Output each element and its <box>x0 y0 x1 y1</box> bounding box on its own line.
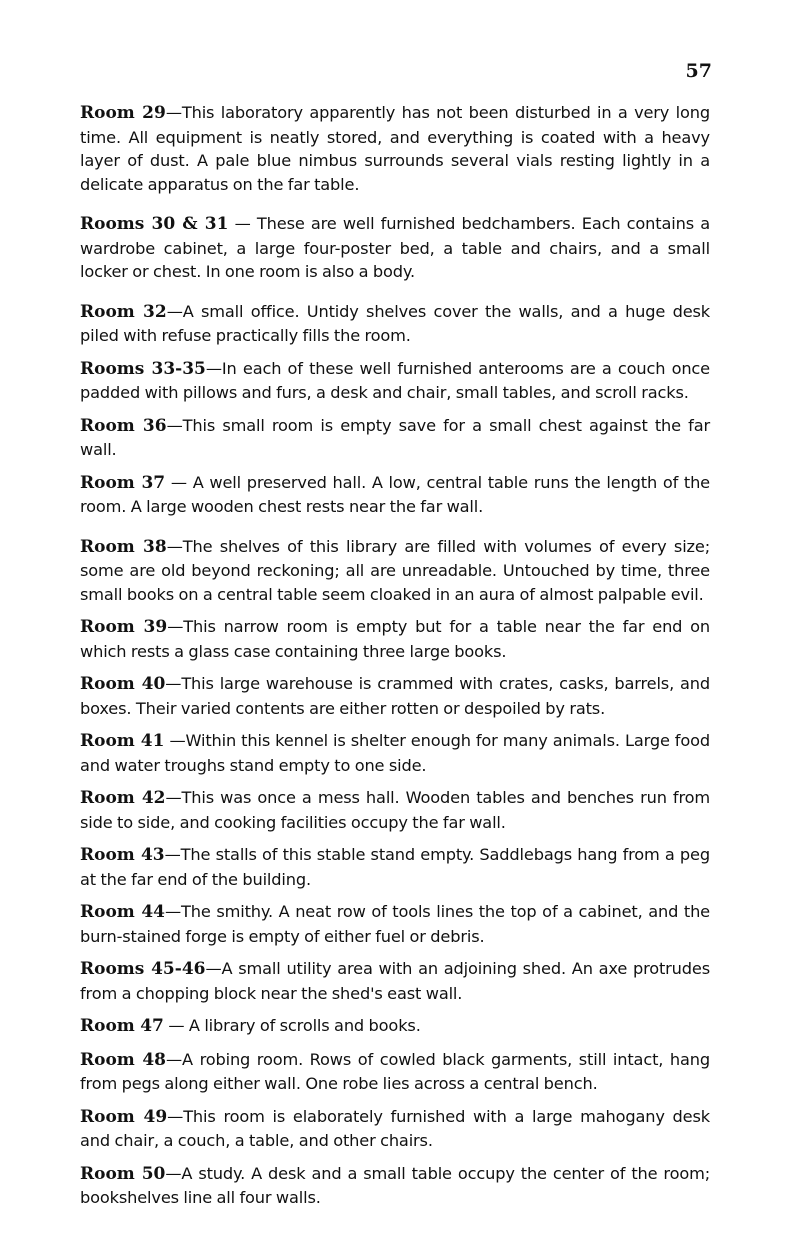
room-label: Room 50 <box>80 1163 166 1184</box>
room-label: Rooms 30 & 31 <box>80 214 229 234</box>
room-description: —The smithy. A neat row of tools lines the top of a cabinet, and the burn-stained forge is empty of either fuel or debris. <box>80 902 710 946</box>
room-label: Room 47 <box>80 1016 164 1036</box>
room-entry <box>80 957 710 1005</box>
room-entry <box>80 471 710 519</box>
room-entry <box>80 786 710 834</box>
room-entry <box>80 1162 710 1210</box>
room-entry <box>80 300 710 348</box>
room-entry <box>80 212 710 284</box>
room-label: Room 48 <box>80 1049 166 1070</box>
room-description: —Within this kennel is shelter enough for many animals. Large food and water troughs stand empty to one side. <box>80 731 710 775</box>
room-entry <box>80 729 710 777</box>
room-description: —This narrow room is empty but for a table near the far end on which rests a glass case containing three large books. <box>80 617 711 661</box>
room-entry <box>80 535 710 607</box>
room-description: —A study. A desk and a small table occupy the center of the room; bookshelves line all four walls. <box>80 1163 711 1207</box>
room-entry <box>80 357 710 405</box>
room-label: Room 38 <box>80 536 167 557</box>
room-label: Room 36 <box>80 415 167 436</box>
room-entry <box>80 843 710 891</box>
room-description: —This was once a mess hall. Wooden tables and benches run from side to side, and cooking facilities occupy the far wall. <box>80 788 710 832</box>
room-label: Room 40 <box>80 674 166 694</box>
room-label: Room 39 <box>80 617 168 637</box>
room-description: —A robing room. Rows of cowled black garments, still intact, hang from pegs along either wall. One robe lies across a central bench. <box>80 1049 710 1093</box>
room-entry <box>80 414 710 462</box>
room-label: Room 42 <box>80 788 166 808</box>
room-description: —A small office. Untidy shelves cover the walls, and a huge desk piled with refuse practically fills the room. <box>80 301 711 345</box>
room-entry <box>80 1105 710 1153</box>
room-description: — A library of scrolls and books. <box>163 1016 421 1035</box>
room-entry <box>80 1014 710 1039</box>
room-label: Room 41 <box>80 731 165 751</box>
room-label: Room 29 <box>80 103 166 123</box>
room-entry <box>80 101 710 196</box>
room-description: — These are well furnished bedchambers. Each contains a wardrobe cabinet, a large four-poster bed, a table and chairs, and a small locker or chest. In one room is also a body. <box>80 214 710 281</box>
room-description: —A small utility area with an adjoining shed. An axe protrudes from a chopping block near the shed's east wall. <box>80 959 711 1003</box>
room-entry <box>80 1048 710 1096</box>
room-description: —The stalls of this stable stand empty. Saddlebags hang from a peg at the far end of the building. <box>80 845 710 889</box>
room-label: Rooms 33-35 <box>80 358 206 379</box>
room-description: —This room is elaborately furnished with a large mahogany desk and chair, a couch, a table, and other chairs. <box>80 1106 710 1150</box>
room-description: —In each of these well furnished anterooms are a couch once padded with pillows and furs, a desk and chair, small tables, and scroll racks. <box>80 358 710 402</box>
room-label: Room 32 <box>80 301 167 322</box>
room-description: —This laboratory apparently has not been disturbed in a very long time. All equipment is neatly stored, and everything is coated with a heavy layer of dust. A pale blue nimbus surrounds several vials resting lightly in a delicate apparatus on the far table. <box>80 103 711 194</box>
room-label: Room 44 <box>80 902 166 922</box>
room-entry <box>80 900 710 948</box>
room-entry <box>80 615 710 663</box>
room-label: Room 43 <box>80 845 165 865</box>
room-label: Rooms 45-46 <box>80 959 206 979</box>
room-entry <box>80 672 710 720</box>
room-description: —The shelves of this library are filled with volumes of every size; some are old beyond reckoning; all are unreadable. Untouched by time, three small books on a central table seem cloaked in an aura of almost palpable evil. <box>80 536 710 604</box>
room-description: —This large warehouse is crammed with crates, casks, barrels, and boxes. Their varied contents are either rotten or despoiled by rats. <box>80 674 710 718</box>
room-label: Room 49 <box>80 1106 168 1127</box>
room-description: — A well preserved hall. A low, central table runs the length of the room. A large wooden chest rests near the far wall. <box>80 472 710 516</box>
room-description: —This small room is empty save for a small chest against the far wall. <box>80 415 711 459</box>
page-number: 57 <box>685 60 712 82</box>
room-label: Room 37 <box>80 472 166 493</box>
room-descriptions <box>80 101 710 1219</box>
